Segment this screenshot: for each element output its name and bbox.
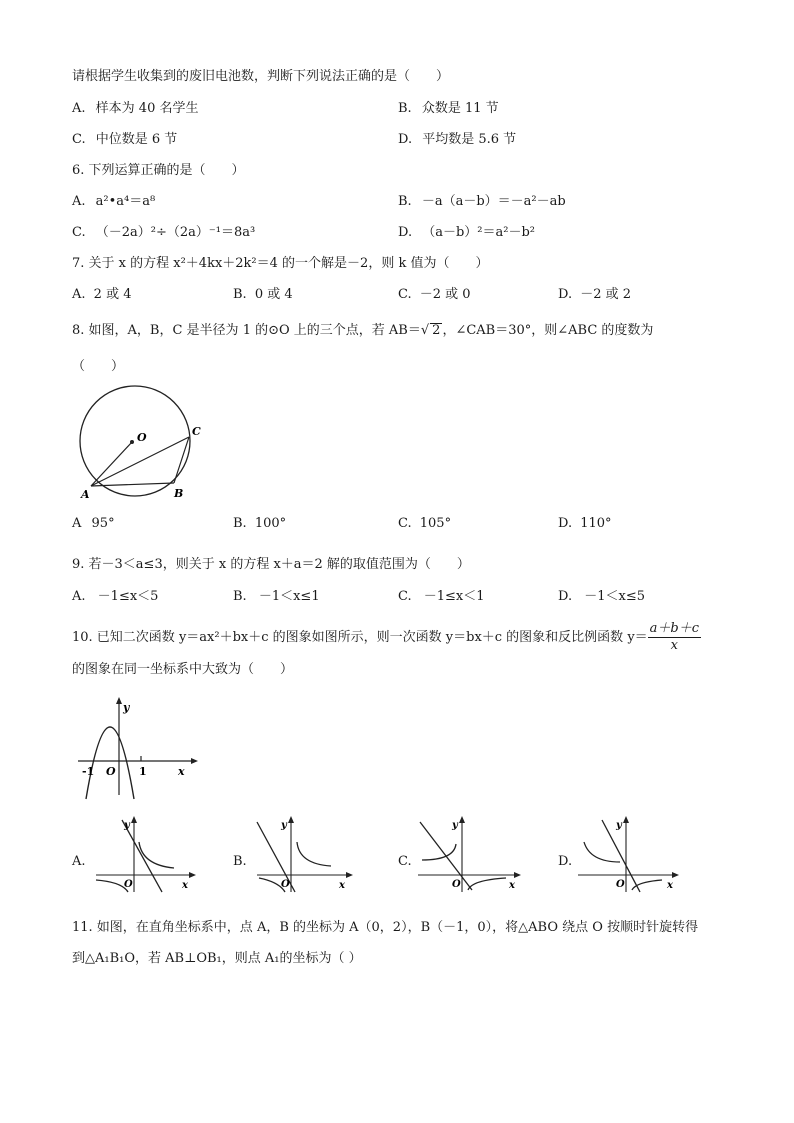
label-a: A: [81, 488, 90, 501]
y-axis-arrow: [288, 816, 294, 823]
q10-option-a-graph[interactable]: [92, 812, 202, 894]
origin-label: O: [616, 879, 625, 890]
q10-stem-2: 的图象在同一坐标系中大致为（ ）: [72, 662, 294, 677]
q10-option-c-graph[interactable]: [414, 812, 529, 894]
q10-parabola-graph: [72, 695, 202, 800]
y-label: y: [281, 820, 287, 831]
option-text: 样本为 40 名学生: [95, 101, 199, 116]
sqrt-arg: 2: [432, 323, 441, 338]
q5-option-b[interactable]: [398, 100, 499, 118]
option-text: －a（a－b）＝－a²－ab: [421, 194, 566, 209]
sqrt-symbol: √: [420, 323, 430, 338]
q6-option-a[interactable]: [72, 193, 155, 211]
option-letter: C.: [398, 516, 412, 531]
option-text: －2 或 0: [419, 287, 471, 302]
y-label: y: [124, 820, 130, 831]
option-text: 中位数是 6 节: [95, 132, 178, 147]
q8-stem-post: ，∠CAB＝30°，则∠ABC 的度数为: [442, 323, 654, 338]
option-text: （－2a）²÷（2a）⁻¹＝8a³: [95, 225, 256, 240]
label-c: C: [192, 425, 201, 438]
y-label: y: [616, 820, 622, 831]
y-axis-arrow: [459, 816, 465, 823]
q10-option-d-graph[interactable]: [574, 812, 689, 894]
segment-ao: [91, 442, 132, 486]
option-text: （a－b）²＝a²－b²: [422, 225, 536, 240]
q8-option-b[interactable]: [233, 515, 286, 533]
fraction: [648, 621, 701, 654]
label-one: 1: [139, 765, 147, 778]
q8-stem: [72, 322, 653, 340]
q5-option-d[interactable]: [398, 131, 516, 149]
q6-option-d[interactable]: [398, 224, 535, 242]
q10-stem: [72, 620, 701, 656]
option-text: －1＜x≤5: [584, 589, 646, 604]
option-letter: B.: [398, 101, 412, 116]
q11-stem-line1: 11. 如图，在直角坐标系中，点 A，B 的坐标为 A（0，2），B（－1，0），将△ABO 绕点 O 按顺时针旋转得: [72, 920, 699, 935]
y-label: y: [123, 701, 130, 714]
option-text: 2 或 4: [93, 287, 132, 302]
q7-option-a[interactable]: [72, 286, 131, 304]
x-label: x: [178, 765, 185, 778]
x-label: x: [667, 880, 673, 891]
option-text: 众数是 11 节: [421, 101, 499, 116]
parabola-curve: [86, 727, 134, 799]
q5-stem: 请根据学生收集到的废旧电池数，判断下列说法正确的是（ ）: [72, 69, 450, 84]
y-axis-arrow: [623, 816, 629, 823]
label-b: B: [174, 487, 184, 500]
option-letter: A.: [72, 589, 86, 604]
option-text: 95°: [91, 516, 115, 531]
q10-option-b-graph[interactable]: [253, 812, 363, 894]
q8-paren: （ ）: [72, 359, 125, 374]
option-letter: D.: [398, 225, 413, 240]
option-text: 100°: [254, 516, 287, 531]
x-axis-arrow: [514, 872, 521, 878]
q9-option-a[interactable]: [72, 588, 158, 606]
q8-option-c[interactable]: [398, 515, 451, 533]
center-point: [130, 440, 134, 444]
fraction-numerator: a＋b＋c: [649, 621, 700, 636]
x-axis-arrow: [672, 872, 679, 878]
hyperbola-branch-q4: [632, 880, 662, 890]
x-axis-arrow: [346, 872, 353, 878]
y-axis-arrow: [131, 816, 137, 823]
q10-option-a-label[interactable]: A.: [72, 854, 86, 869]
q9-stem: 9. 若－3＜a≤3，则关于 x 的方程 x＋a＝2 解的取值范围为（ ）: [72, 557, 470, 572]
option-text: －1＜x≤1: [258, 589, 320, 604]
x-label: x: [182, 880, 188, 891]
q8-circle-figure: [72, 385, 222, 510]
option-letter: D.: [398, 132, 413, 147]
q9-option-c[interactable]: [398, 588, 485, 606]
option-text: a²•a⁴＝a⁸: [95, 194, 156, 209]
q6-stem: 6. 下列运算正确的是（ ）: [72, 163, 245, 178]
option-text: －2 或 2: [580, 287, 632, 302]
origin-label: O: [452, 879, 461, 890]
q10-option-c-label[interactable]: C.: [398, 854, 412, 869]
option-letter: A.: [72, 194, 86, 209]
q7-stem: 7. 关于 x 的方程 x²＋4kx＋2k²＝4 的一个解是－2，则 k 值为（ ）: [72, 256, 489, 271]
option-letter: B.: [233, 516, 247, 531]
x-axis-arrow: [189, 872, 196, 878]
x-axis-arrow: [191, 758, 198, 764]
option-letter: D.: [558, 589, 573, 604]
label-o: O: [137, 431, 147, 444]
q8-option-a[interactable]: [72, 515, 115, 533]
option-text: 0 或 4: [254, 287, 293, 302]
option-text: －1≤x＜1: [423, 589, 485, 604]
q5-option-a[interactable]: [72, 100, 198, 118]
q5-option-c[interactable]: [72, 131, 177, 149]
option-letter: B.: [233, 589, 247, 604]
q8-option-d[interactable]: [558, 515, 612, 533]
q9-option-d[interactable]: [558, 588, 645, 606]
origin-label: O: [124, 879, 133, 890]
option-letter: A.: [72, 287, 86, 302]
q6-option-c[interactable]: [72, 224, 255, 242]
q9-option-b[interactable]: [233, 588, 320, 606]
option-text: 110°: [580, 516, 612, 531]
option-letter: B.: [398, 194, 412, 209]
q10-option-b-label[interactable]: B.: [233, 854, 247, 869]
hyperbola-branch-q4: [468, 878, 506, 890]
option-letter: A: [72, 516, 82, 531]
segment-ab: [91, 483, 174, 486]
option-letter: A.: [72, 101, 86, 116]
q7-option-b[interactable]: [233, 286, 293, 304]
y-axis-arrow: [116, 697, 122, 704]
option-letter: D.: [558, 287, 573, 302]
option-letter: C.: [398, 589, 412, 604]
hyperbola-branch-q1: [139, 842, 174, 868]
q11-stem-line2: 到△A₁B₁O，若 AB⊥OB₁，则点 A₁的坐标为（ ）: [72, 951, 362, 966]
q8-stem-pre: 8. 如图，A，B，C 是半径为 1 的⊙O 上的三个点，若 AB＝: [72, 323, 421, 338]
option-text: 105°: [419, 516, 452, 531]
hyperbola-branch-q1: [297, 842, 331, 866]
x-label: x: [339, 880, 345, 891]
origin-label: O: [281, 879, 290, 890]
fraction-denominator: x: [670, 638, 679, 653]
y-label: y: [452, 820, 458, 831]
option-letter: D.: [558, 516, 573, 531]
origin-label: O: [106, 765, 116, 778]
q7-option-c[interactable]: [398, 286, 471, 304]
option-text: 平均数是 5.6 节: [422, 132, 517, 147]
option-text: －1≤x＜5: [97, 589, 159, 604]
option-letter: C.: [72, 132, 86, 147]
label-neg1: -1: [82, 765, 95, 778]
q10-stem-text: 10. 已知二次函数 y＝ax²＋bx＋c 的图象如图所示，则一次函数 y＝bx＋c 的图象和反比例函数 y＝: [72, 630, 648, 645]
q10-option-d-label[interactable]: D.: [558, 854, 573, 869]
q6-option-b[interactable]: [398, 193, 566, 211]
option-letter: C.: [398, 287, 412, 302]
q7-option-d[interactable]: [558, 286, 631, 304]
option-letter: B.: [233, 287, 247, 302]
x-label: x: [509, 880, 515, 891]
option-letter: C.: [72, 225, 86, 240]
